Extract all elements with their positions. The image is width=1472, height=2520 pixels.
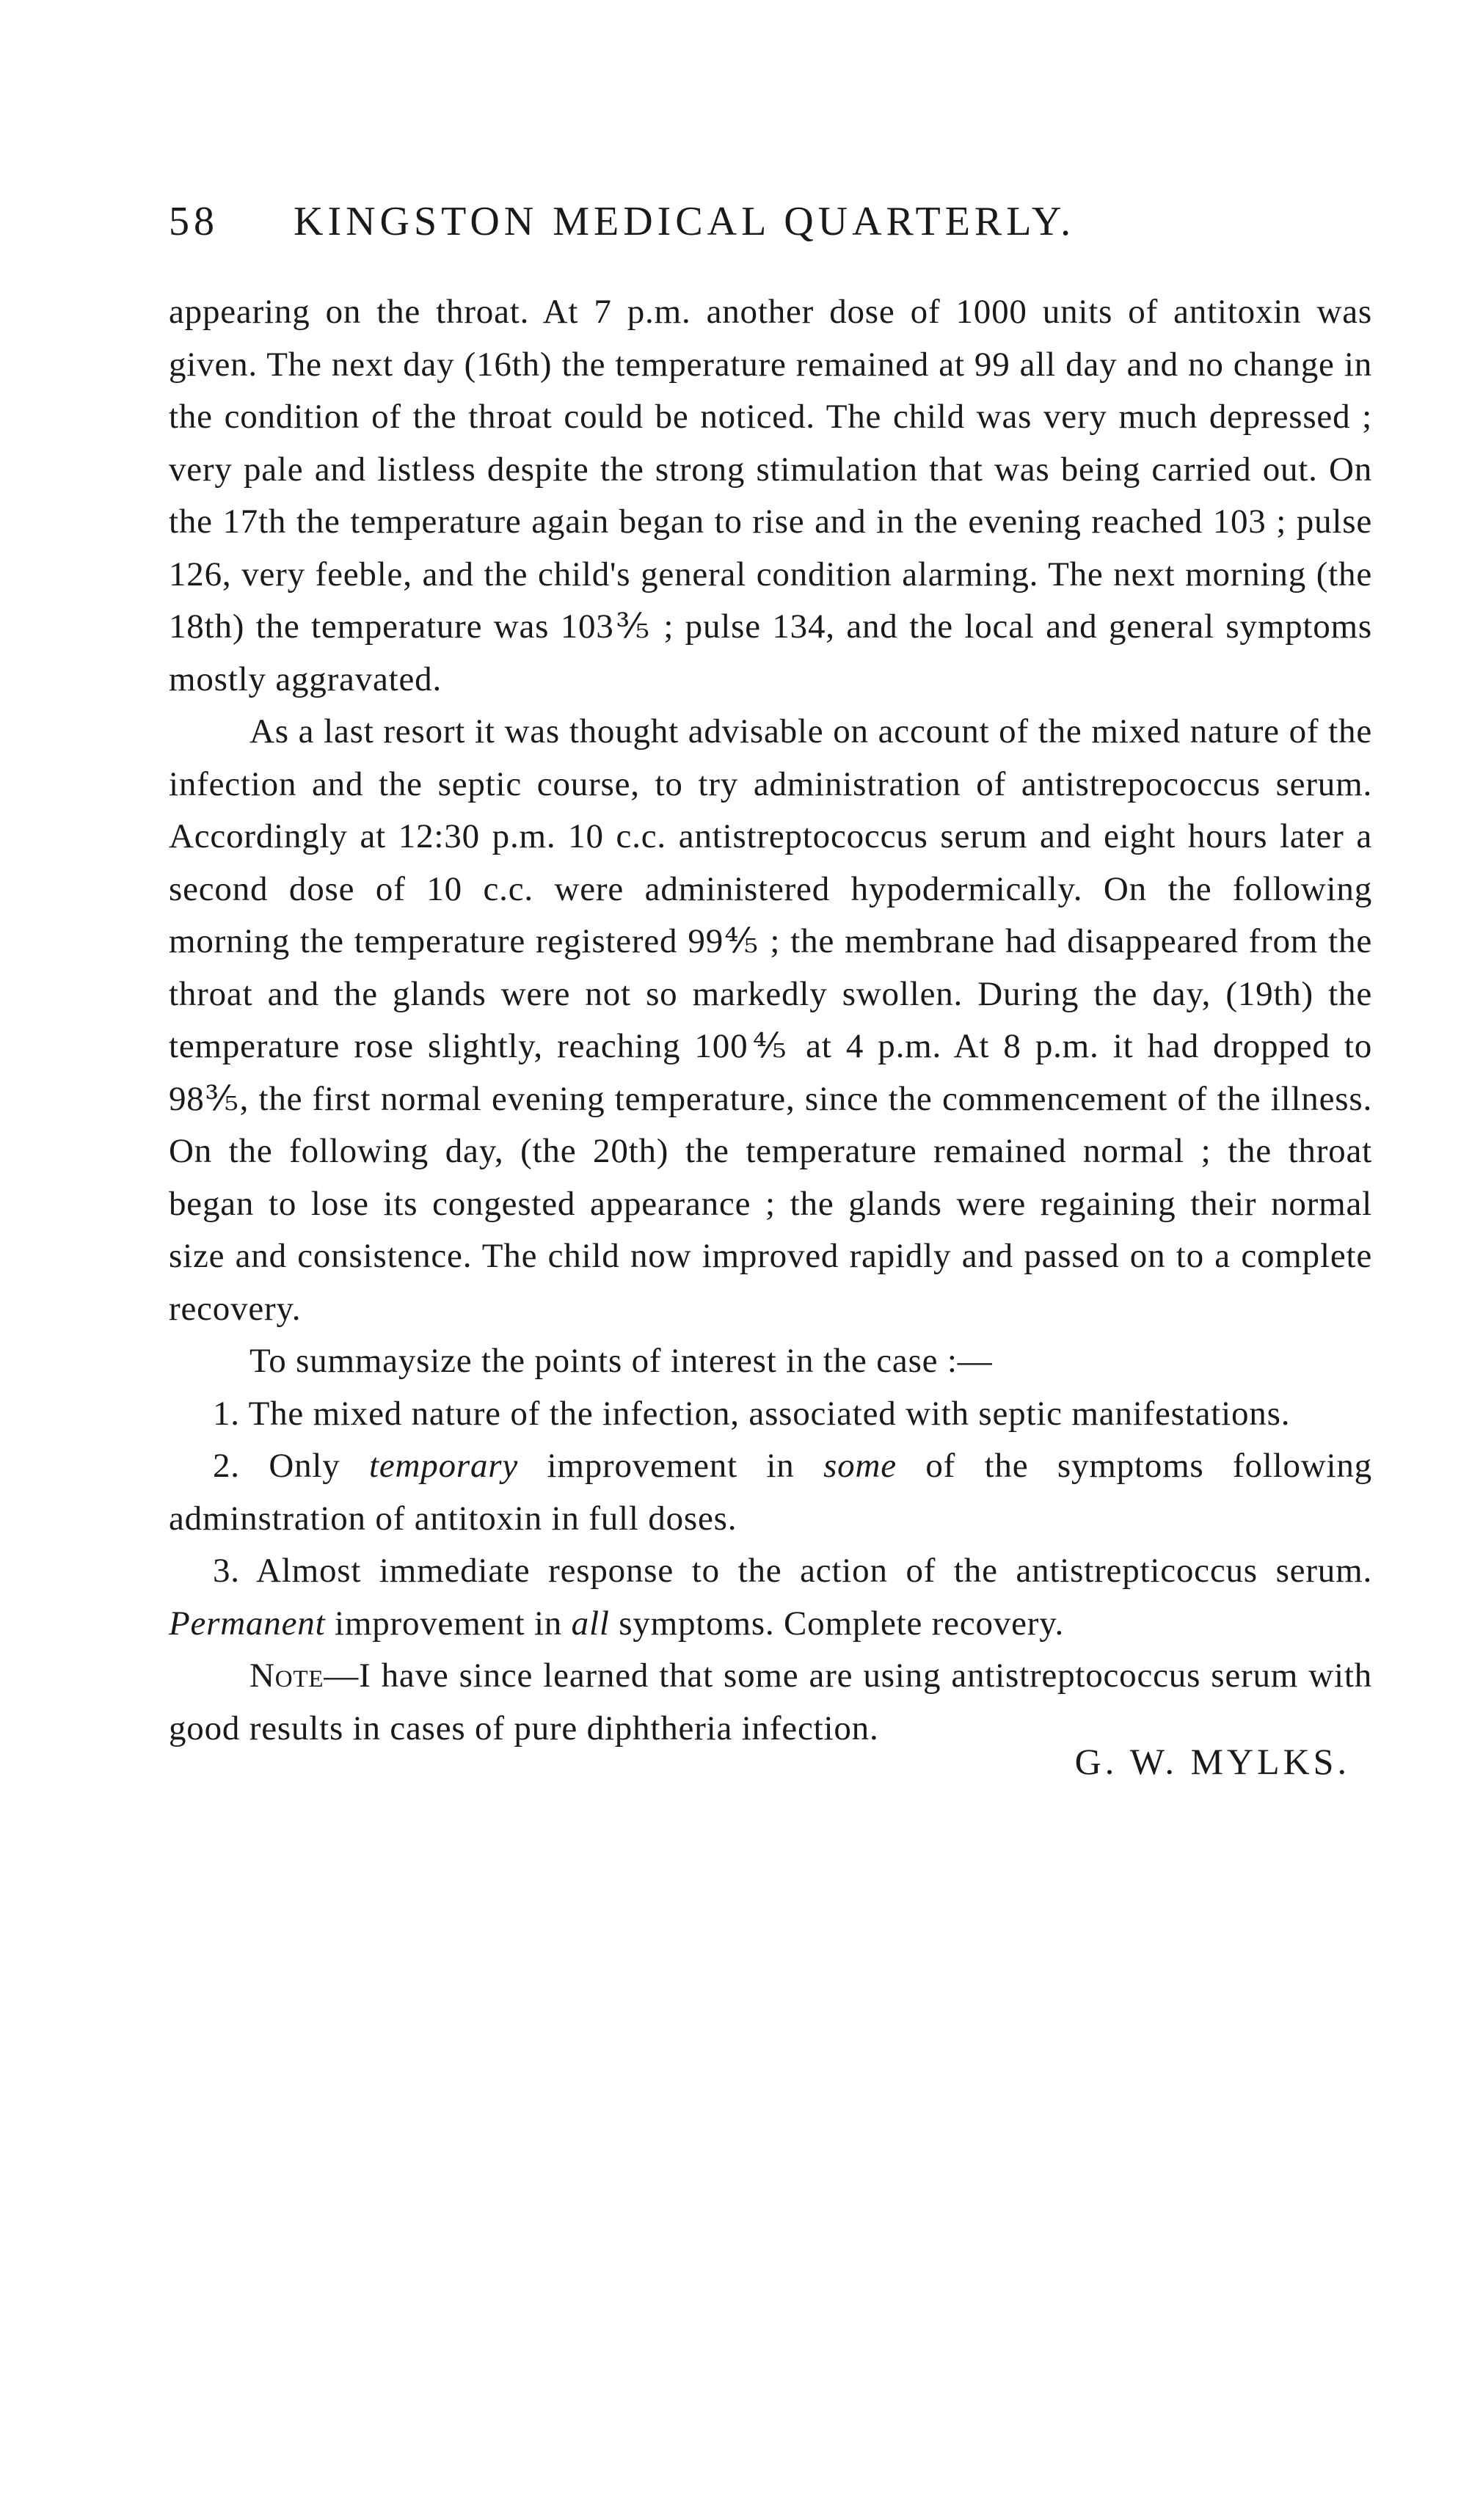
list-text: symptoms. Complete recovery.: [619, 1604, 1064, 1643]
emphasis-text: all: [571, 1604, 610, 1643]
list-number: 3.: [213, 1552, 240, 1590]
article-body: [169, 286, 1372, 1755]
list-text: Only: [269, 1447, 340, 1485]
list-text: improvement in: [334, 1604, 563, 1643]
emphasis-text: temporary: [369, 1447, 519, 1485]
author-signature: G. W. MYLKS.: [1074, 1741, 1350, 1782]
list-text: Almost immediate response to the action of the antistrepticoccus serum.: [255, 1552, 1372, 1590]
note-label: Note: [249, 1657, 324, 1695]
emphasis-text: some: [823, 1447, 897, 1485]
page-number: 58: [169, 199, 219, 244]
journal-title: KINGSTON MEDICAL QUARTERLY.: [294, 199, 1076, 244]
list-text: The mixed nature of the infection, associated with septic manifestations.: [248, 1394, 1291, 1433]
paragraph-1: appearing on the throat. At 7 p.m. another dose of 1000 units of antitoxin was given. The next day (16th) the temperature remained at 99 all day and no change in the condition of the throat could be noticed. The child was very much depressed ; very pale and listless despite the strong stimulation that was being carried out. On the 17th the temperature again began to rise and in the evening reached 103 ; pulse 126, very feeble, and the child's general condition alarming. The next morning (the 18th) the temperature was 103⅗ ; pulse 134, and the local and general symptoms mostly aggravated.: [169, 293, 1372, 698]
paragraph-3: To summaysize the points of interest in the case :—: [249, 1342, 993, 1380]
list-text: improvement in: [547, 1447, 795, 1485]
list-number: 1.: [213, 1394, 240, 1433]
note-paragraph: [169, 1650, 1372, 1755]
list-item-2: [169, 1440, 1372, 1545]
list-item-1: [169, 1388, 1372, 1441]
note-text: —I have since learned that some are using antistreptococcus serum with good results in cases of pure diphtheria infection.: [169, 1657, 1372, 1747]
running-head: [169, 198, 1372, 257]
list-text: of the symptoms following adminstration of antitoxin in full doses.: [169, 1447, 1372, 1538]
emphasis-text: Permanent: [169, 1604, 326, 1643]
list-item-3: [169, 1545, 1372, 1650]
paragraph-2: As a last resort it was thought advisable on account of the mixed nature of the infection and the septic course, to try administration of antistrepococcus serum. Accordingly at 12:30 p.m. 10 c.c. antistreptococcus serum and eight hours later a second dose of 10 c.c. were administered hypodermically. On the following morning the temperature registered 99⅘ ; the membrane had disappeared from the throat and the glands were not so markedly swollen. During the day, (19th) the temperature rose slightly, reaching 100⅘ at 4 p.m. At 8 p.m. it had dropped to 98⅗, the first normal evening temperature, since the commencement of the illness. On the following day, (the 20th) the temperature remained normal ; the throat began to lose its congested appearance ; the glands were regaining their normal size and consistence. The child now improved rapidly and passed on to a complete recovery.: [169, 712, 1372, 1328]
list-number: 2.: [213, 1447, 240, 1485]
document-page: [169, 198, 1372, 1783]
